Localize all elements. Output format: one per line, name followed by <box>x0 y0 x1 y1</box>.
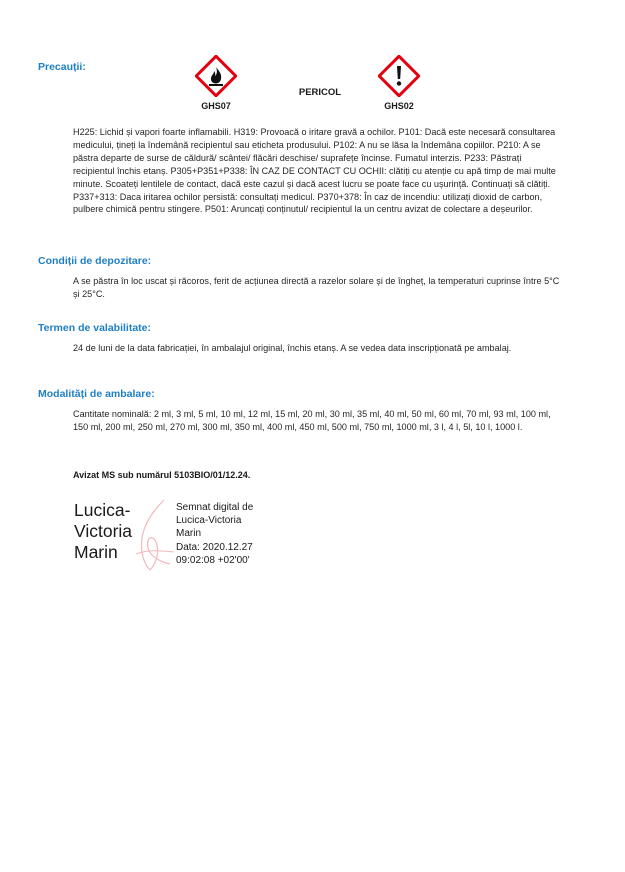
ambalare-text: Cantitate nominală: 2 ml, 3 ml, 5 ml, 10 ml, 12 ml, 15 ml, 20 ml, 30 ml, 35 ml, 40 ml, 50 ml, 60 ml, 70 ml, 93 ml, 100 ml, 150 ml, 200 ml, 250 ml, 270 ml, 300 ml, 350 ml, 400 ml, 450 ml, 500 ml, 750 ml, 1000 ml, 3 l, 4 l, 5l, 10 l, 1000 l. <box>73 409 551 432</box>
aviz-ms: Avizat MS sub numărul 5103BIO/01/12.24. <box>73 470 251 480</box>
ghs02-label: GHS02 <box>384 101 414 111</box>
signature-detail-line: Marin <box>176 528 202 540</box>
signature-mark-icon <box>130 498 178 574</box>
signature-detail-line: 09:02:08 +02'00' <box>176 554 250 566</box>
ghs07-label: GHS07 <box>201 101 231 111</box>
section-heading-ambalare: Modalități de ambalare: <box>38 388 155 400</box>
flame-icon <box>195 55 237 97</box>
signature-name-line: Lucica- <box>74 500 131 520</box>
signature-name-line: Victoria <box>74 521 133 541</box>
signature-detail-line: Lucica-Victoria <box>176 515 242 527</box>
signature-name-line: Marin <box>74 542 118 562</box>
signal-word: PERICOL <box>298 87 342 98</box>
exclamation-icon <box>378 55 420 97</box>
signature-details <box>176 501 306 567</box>
section-heading-precautii: Precauții: <box>38 61 86 73</box>
signature-detail-line: Data: 2020.12.27 <box>176 541 253 553</box>
ghs07-pictogram <box>186 55 246 111</box>
section-heading-conditii: Condiții de depozitare: <box>38 255 152 267</box>
termen-text: 24 de luni de la data fabricației, în ambalajul original, închis etanș. A se vedea data inscripționată pe ambalaj. <box>73 343 512 353</box>
ghs02-pictogram <box>369 55 429 111</box>
signature-detail-line: Semnat digital de <box>176 502 254 513</box>
conditii-text: A se păstra în loc uscat și răcoros, ferit de acțiunea directă a razelor solare și de îngheț, la temperaturi cuprinse între 5°C și 25°C. <box>73 276 560 299</box>
precautii-text: H225: Lichid și vapori foarte inflamabili. H319: Provoacă o iritare gravă a ochilor. P101: Dacă este necesară consultarea medicului, țineți la îndemână recipientul sau eticheta produsului. P102: A nu se lăsa la îndemâna copiilor. P210: A se păstra departe de surse de căldură/ scântei/ flăcări deschise/ suprafețe încinse. Fumatul interzis. P233: Păstrați recipientul închis etanș. P305+P351+P338: ÎN CAZ DE CONTACT CU OCHII: clătiți cu atenție cu apă timp de mai multe minute. Scoateți lentilele de contact, dacă este cazul și dacă acest lucru se poate face cu ușurință. Continuați să clătiți. P337+313: Daca iritarea ochilor persistă: consultați medicul. P370+378: În caz de incendiu: utilizați dioxid de carbon, pulbere chimică pentru stingere. P501: Aruncați conținutul/ recipientul la un centru avizat de colectare a deșeurilor. <box>73 127 556 215</box>
section-heading-termen: Termen de valabilitate: <box>38 322 152 334</box>
